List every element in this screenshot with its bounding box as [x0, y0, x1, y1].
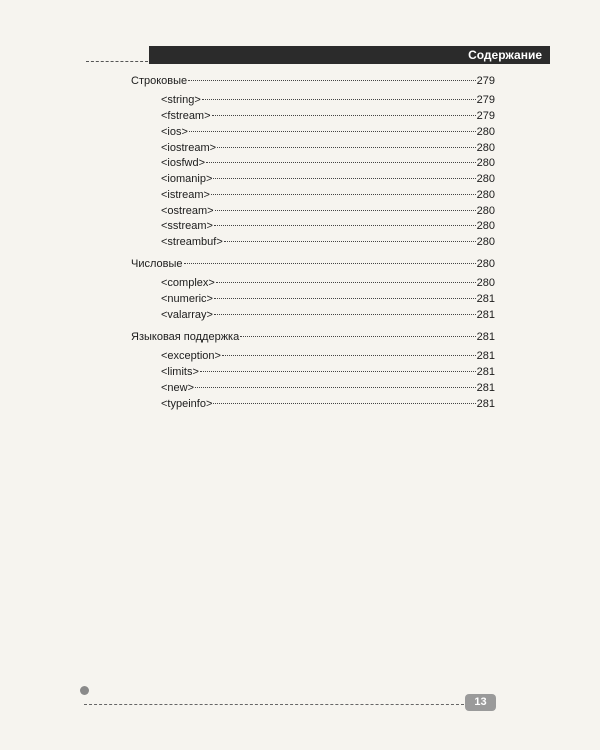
toc-entry: [161, 234, 495, 250]
toc-entry-label: <complex>: [161, 277, 215, 289]
toc-entry: [161, 307, 495, 323]
toc-leader: [184, 263, 476, 264]
toc-entry-label: <string>: [161, 94, 201, 106]
toc-entry-label: <valarray>: [161, 309, 213, 321]
toc-entry-page: 281: [476, 350, 495, 362]
toc-entry-page: 280: [476, 173, 495, 185]
toc-entry-page: 280: [476, 142, 495, 154]
toc-leader: [215, 210, 476, 211]
toc-entry: [131, 73, 495, 89]
toc-leader: [222, 355, 476, 356]
toc-entry: [161, 380, 495, 396]
toc-entry-label: Числовые: [131, 258, 183, 270]
toc-leader: [214, 298, 476, 299]
toc-entry-label: <sstream>: [161, 220, 213, 232]
toc-entry-page: 281: [476, 293, 495, 305]
toc-entry: [161, 203, 495, 219]
toc-entry: [161, 140, 495, 156]
toc-entry-page: 280: [476, 277, 495, 289]
toc-entry-label: Языковая поддержка: [131, 331, 240, 343]
toc-entry-label: <limits>: [161, 366, 199, 378]
toc-entry-label: <istream>: [161, 189, 210, 201]
toc-entry: [131, 256, 495, 272]
toc-entry: [131, 329, 495, 345]
footer-dotted-rule: [84, 704, 464, 705]
toc-entry-page: 280: [476, 126, 495, 138]
toc-entry: [161, 92, 495, 108]
toc-leader: [216, 282, 476, 283]
toc-entry: [161, 218, 495, 234]
toc-leader: [213, 403, 475, 404]
header-title: Содержание: [468, 48, 542, 62]
header-bar: [149, 46, 550, 64]
footer-bullet-icon: [80, 686, 89, 695]
toc-leader: [188, 80, 476, 81]
toc-entry-page: 280: [476, 157, 495, 169]
toc-entry: [161, 171, 495, 187]
toc-leader: [206, 162, 476, 163]
toc-entry-label: <numeric>: [161, 293, 213, 305]
toc-entry-label: <streambuf>: [161, 236, 223, 248]
toc-entry: [161, 364, 495, 380]
toc-entry-page: 280: [476, 220, 495, 232]
toc-entry: [161, 187, 495, 203]
toc-entry-label: <new>: [161, 382, 195, 394]
toc-entry-page: 279: [476, 110, 495, 122]
toc-entry-label: <iomanip>: [161, 173, 213, 185]
toc-entry-label: Строковые: [131, 75, 188, 87]
toc-entry-label: <iosfwd>: [161, 157, 206, 169]
toc-entry-page: 280: [476, 258, 495, 270]
toc-leader: [200, 371, 476, 372]
toc-leader: [217, 147, 476, 148]
toc-entry-label: <fstream>: [161, 110, 211, 122]
toc-leader: [189, 131, 476, 132]
toc-entry-label: <ostream>: [161, 205, 214, 217]
toc-entry-page: 281: [476, 398, 495, 410]
toc-leader: [195, 387, 476, 388]
toc-entry-page: 279: [476, 94, 495, 106]
toc-entry-page: 281: [476, 366, 495, 378]
toc-leader: [202, 99, 476, 100]
toc-entry-page: 279: [476, 75, 495, 87]
toc-entry-label: <iostream>: [161, 142, 217, 154]
toc-entry-page: 281: [476, 309, 495, 321]
toc-leader: [212, 115, 476, 116]
toc-entry-page: 280: [476, 189, 495, 201]
toc-leader: [240, 336, 475, 337]
header-dotted-rule: [86, 61, 148, 62]
toc-leader: [224, 241, 476, 242]
toc-leader: [214, 314, 476, 315]
page-number-badge: 13: [465, 694, 496, 711]
toc-leader: [211, 194, 476, 195]
toc-entry-page: 281: [476, 331, 495, 343]
toc-entry-label: <ios>: [161, 126, 188, 138]
toc-leader: [214, 225, 476, 226]
toc-entry-label: <exception>: [161, 350, 221, 362]
toc-entry-page: 280: [476, 205, 495, 217]
toc-entry-label: <typeinfo>: [161, 398, 213, 410]
toc-entry: [161, 155, 495, 171]
toc-leader: [213, 178, 475, 179]
toc-entry: [161, 124, 495, 140]
toc-entry: [161, 348, 495, 364]
toc-entry-page: 280: [476, 236, 495, 248]
toc-entry-page: 281: [476, 382, 495, 394]
toc-entry: [161, 291, 495, 307]
toc-entry: [161, 396, 495, 412]
toc-entry: [161, 108, 495, 124]
toc-entry: [161, 275, 495, 291]
